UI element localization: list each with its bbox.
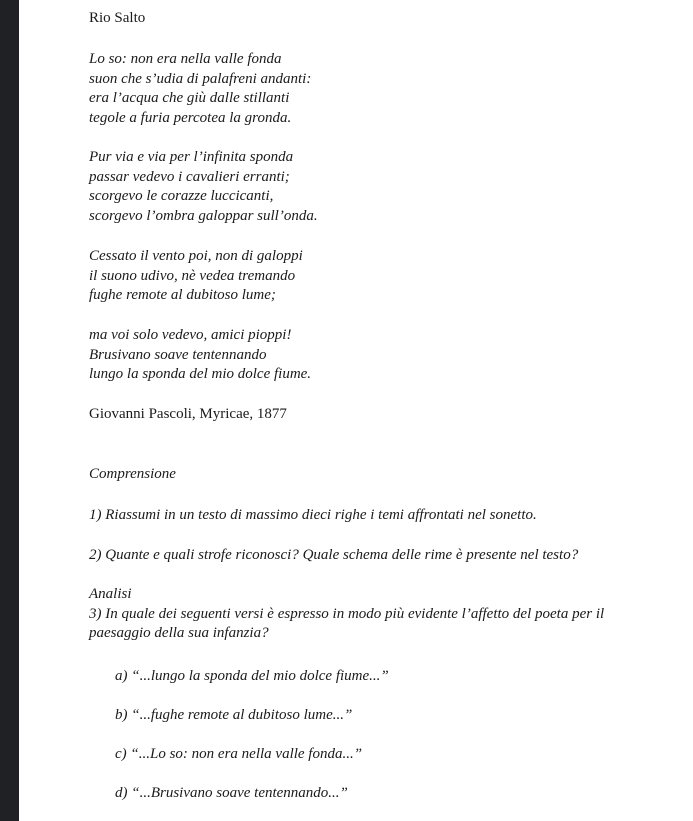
- poem-line: il suono udivo, nè vedea tremando: [89, 267, 296, 284]
- poem-line: Lo so: non era nella valle fonda: [89, 51, 282, 67]
- analisi-heading: Analisi: [89, 586, 132, 602]
- poem-line: fughe remote al dubitoso lume;: [89, 287, 276, 303]
- option-d: d) “...Brusivano soave tentennando...”: [115, 785, 348, 801]
- poem-line: Brusivano soave tentennando: [89, 346, 267, 363]
- poem-line: era l’acqua che giù dalle stillanti: [89, 90, 290, 106]
- poem-line: ma voi solo vedevo, amici pioppi!: [89, 327, 292, 343]
- poem-line: lungo la sponda del mio dolce fiume.: [89, 366, 312, 382]
- question-3-line-1: 3) In quale dei seguenti versi è espresso in modo più evidente l’affetto del poeta per il: [89, 605, 605, 622]
- poem-line: scorgevo le corazze luccicanti,: [89, 188, 274, 204]
- option-a: a) “...lungo la sponda del mio dolce fiume...”: [115, 668, 389, 684]
- poem-line: passar vedevo i cavalieri erranti;: [89, 168, 290, 185]
- poem-line: scorgevo l’ombra galoppar sull’onda.: [89, 207, 318, 224]
- option-c: c) “...Lo so: non era nella valle fonda...”: [115, 746, 363, 762]
- poem-attribution: Giovanni Pascoli, Myricae, 1877: [89, 406, 287, 422]
- poem-line: Pur via e via per l’infinita sponda: [89, 149, 294, 165]
- poem-title: Rio Salto: [89, 10, 146, 26]
- poem-line: tegole a furia percotea la gronda.: [89, 109, 292, 126]
- option-b: b) “...fughe remote al dubitoso lume...”: [115, 707, 353, 723]
- poem-line: Cessato il vento poi, non di galoppi: [89, 248, 303, 264]
- question-1: 1) Riassumi in un testo di massimo dieci righe i temi affrontati nel sonetto.: [89, 507, 537, 523]
- question-2: 2) Quante e quali strofe riconosci? Quale schema delle rime è presente nel testo?: [89, 547, 579, 563]
- comprensione-heading: Comprensione: [89, 466, 176, 482]
- poem-line: suon che s’udia di palafreni andanti:: [89, 70, 312, 87]
- question-3-line-2: paesaggio della sua infanzia?: [89, 625, 269, 641]
- left-dark-margin: [0, 0, 19, 821]
